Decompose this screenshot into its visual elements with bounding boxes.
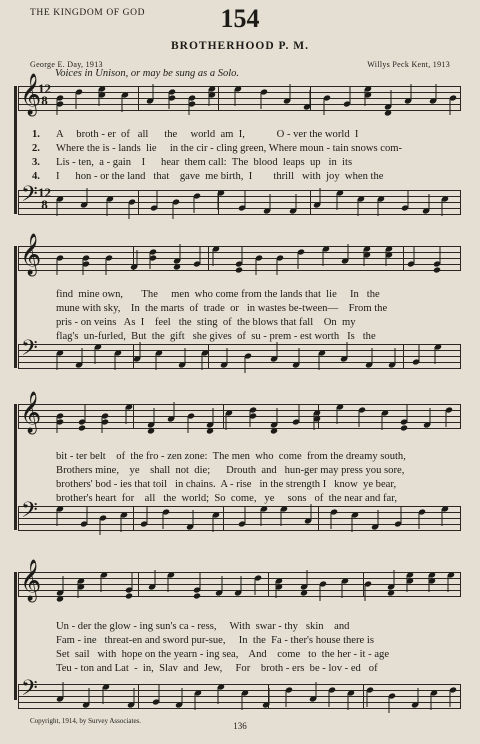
time-signature: 12 8 xyxy=(38,185,51,212)
lyric-line: mune with sky, In the marts of trade or in wastes be-tween— From the xyxy=(56,303,388,314)
notehead xyxy=(384,109,392,116)
time-signature: 12 8 xyxy=(38,81,51,108)
notehead xyxy=(300,589,308,596)
page-number: 136 xyxy=(233,721,247,731)
lyric-line: find mine own, The men who come from the lands that lie In the xyxy=(56,289,380,300)
running-head: THE KINGDOM OF GOD xyxy=(30,8,146,18)
lyric-line: Un - der the glow - ing sun's ca - ress, With swar - thy skin and xyxy=(56,621,350,632)
lyric-line: brother's heart for all the world; So come, ye sons of the near and far, xyxy=(56,493,397,504)
lyric-line: brothers' bod - ies that toil in chains. A - rise in the strength I know ye bear, xyxy=(56,479,397,490)
lyric-line: pris - on veins As I feel the sting of the blows that fall On my xyxy=(56,317,356,328)
lyric-line: 3. Lis - ten, a - gain I hear them call: The blood leaps up in its xyxy=(32,157,353,168)
lyric-line: 4. I hon - or the land that gave me birth, I thrill with joy when the xyxy=(32,171,384,182)
treble-clef-icon: 𝄞 xyxy=(20,74,42,114)
bass-clef-icon: 𝄢 xyxy=(21,182,38,211)
notehead xyxy=(400,424,408,431)
notehead xyxy=(387,589,395,596)
notehead xyxy=(125,592,133,599)
bass-clef-icon: 𝄢 xyxy=(21,336,38,365)
treble-clef-icon: 𝄞 xyxy=(20,560,42,600)
music-credit: Willys Peck Kent, 1913 xyxy=(367,60,450,69)
notehead xyxy=(147,427,155,434)
notehead xyxy=(193,592,201,599)
lyric-line: 1. A broth - er of all the world am I, O - ver the world I xyxy=(32,129,359,140)
lyric-line: Brothers mine, ye shall not die; Drouth and hun-ger may press you sore, xyxy=(56,465,405,476)
copyright-notice: Copyright, 1914, by Survey Associates. xyxy=(30,717,142,725)
notehead xyxy=(235,266,243,273)
lyric-line: bit - ter belt of the fro - zen zone: The men who come from the dreamy south, xyxy=(56,451,406,462)
performance-instruction: Voices in Unison, or may be sung as a Solo. xyxy=(55,68,240,79)
lyric-line: Teu - ton and Lat - in, Slav and Jew, For broth - ers be - lov - ed of xyxy=(56,663,378,674)
lyric-line: Fam - ine threat-en and sword pur-sue, In the Fa - ther's house there is xyxy=(56,635,374,646)
notehead xyxy=(173,263,181,270)
notehead xyxy=(206,427,214,434)
lyric-line: 2. Where the is - lands lie in the cir - cling green, Where moun - tain snows com- xyxy=(32,143,403,154)
hymn-number: 154 xyxy=(220,4,260,33)
treble-clef-icon: 𝄞 xyxy=(20,234,42,274)
notehead xyxy=(433,266,441,273)
words-credit: George E. Day, 1913 xyxy=(30,60,103,69)
treble-clef-icon: 𝄞 xyxy=(20,392,42,432)
hymn-title: BROTHERHOOD P. M. xyxy=(171,40,309,52)
lyric-line: flag's un-furled, But the gift she gives of su - prem - est worth Is the xyxy=(56,331,376,342)
bass-clef-icon: 𝄢 xyxy=(21,676,38,705)
notehead xyxy=(56,595,64,602)
lyric-line: Set sail with hope on the yearn - ing sea, And come to the her - it - age xyxy=(56,649,390,660)
bass-clef-icon: 𝄢 xyxy=(21,498,38,527)
notehead xyxy=(270,427,278,434)
notehead xyxy=(78,424,86,431)
